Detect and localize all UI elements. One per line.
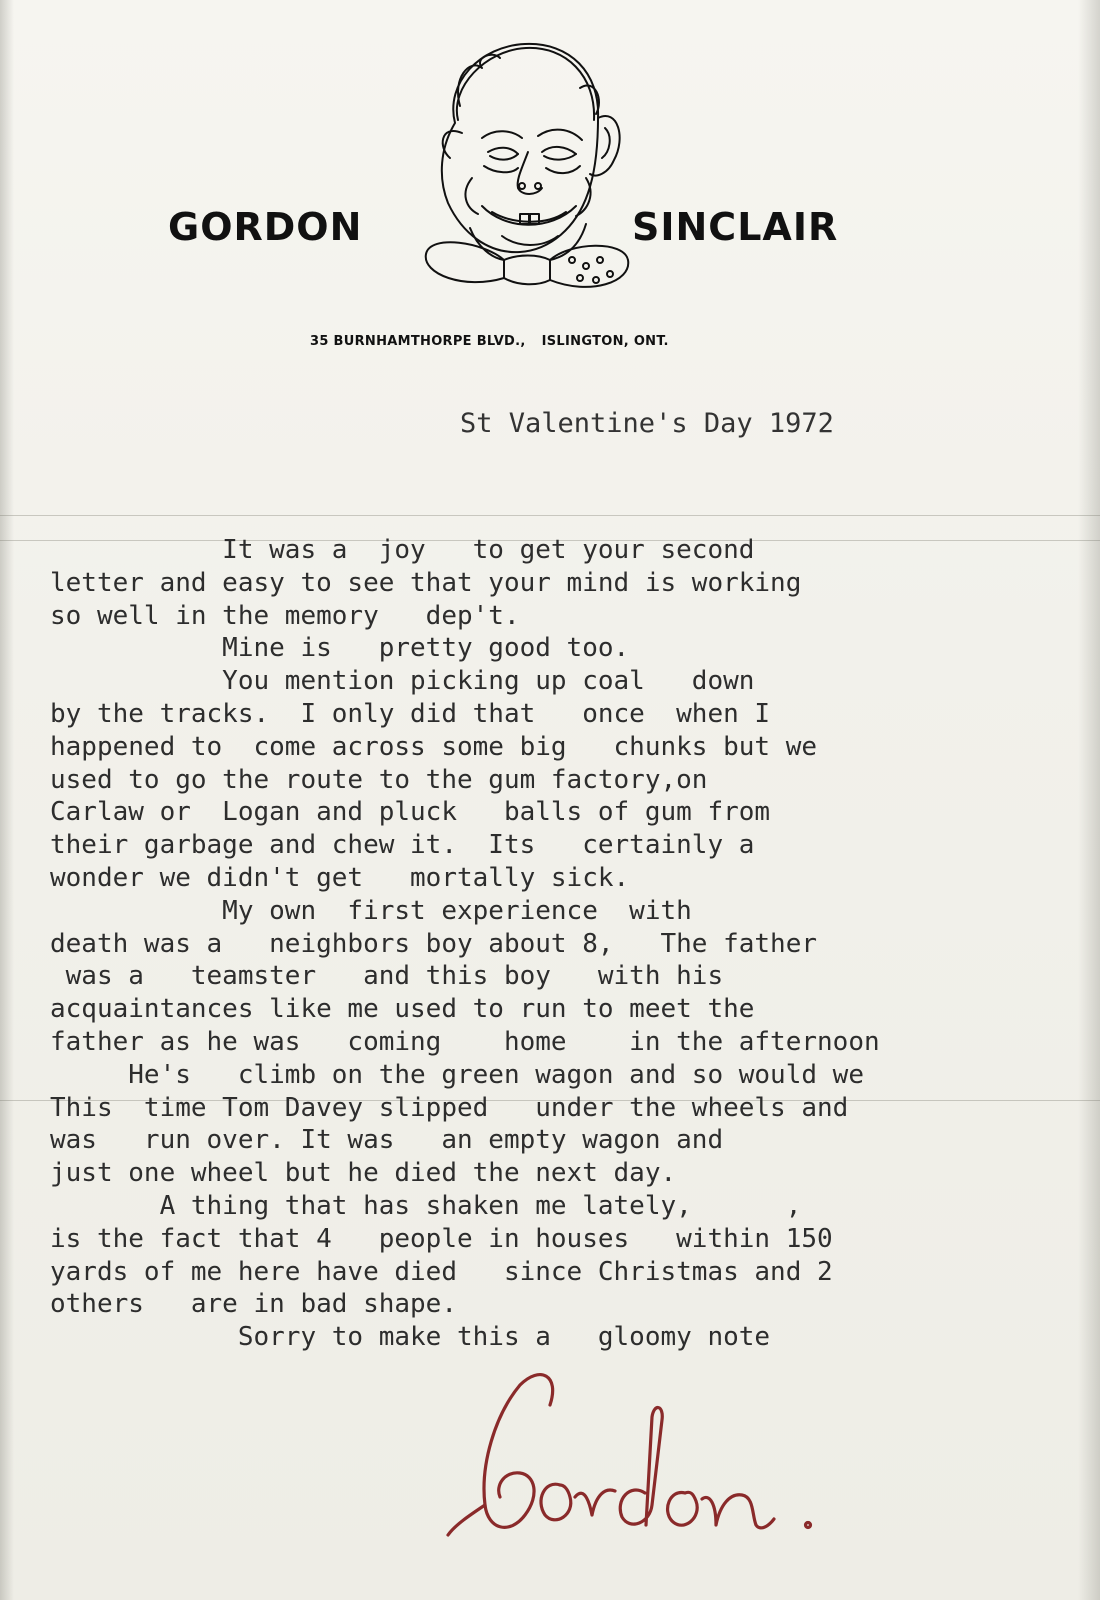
letter-line: death was a neighbors boy about 8, The father — [50, 928, 818, 959]
letter-line: My own first experience with — [50, 895, 692, 926]
letter-body — [50, 534, 1060, 1354]
letter-line: letter and easy to see that your mind is working — [50, 567, 802, 598]
letter-line: Mine is pretty good too. — [50, 633, 630, 664]
letter-line: was a teamster and this boy with his — [50, 961, 724, 992]
letter-line: used to go the route to the gum factory,on — [50, 764, 708, 795]
letterhead-last-name: SINCLAIR — [632, 205, 839, 249]
letter-line: Sorry to make this a gloomy note — [50, 1322, 771, 1353]
letter-line: A thing that has shaken me lately, , — [50, 1190, 802, 1221]
paper-edge-left — [0, 0, 14, 1600]
fold-crease-upper — [0, 515, 1100, 516]
address-street: 35 BURNHAMTHORPE BLVD., — [310, 334, 526, 349]
letter-date: St Valentine's Day 1972 — [460, 408, 834, 439]
letter-line: just one wheel but he died the next day. — [50, 1158, 677, 1189]
letter-line: acquaintances like me used to run to meet the — [50, 994, 755, 1025]
letter-line: father as he was coming home in the afternoon — [50, 1026, 880, 1057]
letter-line: so well in the memory dep't. — [50, 600, 520, 631]
letter-line: Carlaw or Logan and pluck balls of gum from — [50, 797, 771, 828]
letter-line: was run over. It was an empty wagon and — [50, 1125, 724, 1156]
letter-line: yards of me here have died since Christmas and 2 — [50, 1256, 833, 1287]
letter-line: He's climb on the green wagon and so would we — [50, 1059, 864, 1090]
letterhead-first-name: GORDON — [168, 205, 363, 249]
letter-line: It was a joy to get your second — [50, 535, 755, 565]
letter-line: happened to come across some big chunks but we — [50, 731, 818, 762]
handwritten-signature — [440, 1365, 860, 1560]
letter-line: their garbage and chew it. Its certainly a — [50, 830, 755, 861]
letterhead-address — [310, 334, 685, 349]
caricature-portrait — [400, 28, 640, 308]
address-city: ISLINGTON, ONT. — [541, 334, 669, 349]
paper-edge-right — [1078, 0, 1100, 1600]
letter-line: You mention picking up coal down — [50, 666, 755, 697]
letter-line: wonder we didn't get mortally sick. — [50, 862, 630, 893]
letter-line: others are in bad shape. — [50, 1289, 457, 1320]
letter-line: by the tracks. I only did that once when I — [50, 698, 771, 729]
letter-line: This time Tom Davey slipped under the wheels and — [50, 1092, 849, 1123]
letter-line: is the fact that 4 people in houses within 150 — [50, 1223, 833, 1254]
